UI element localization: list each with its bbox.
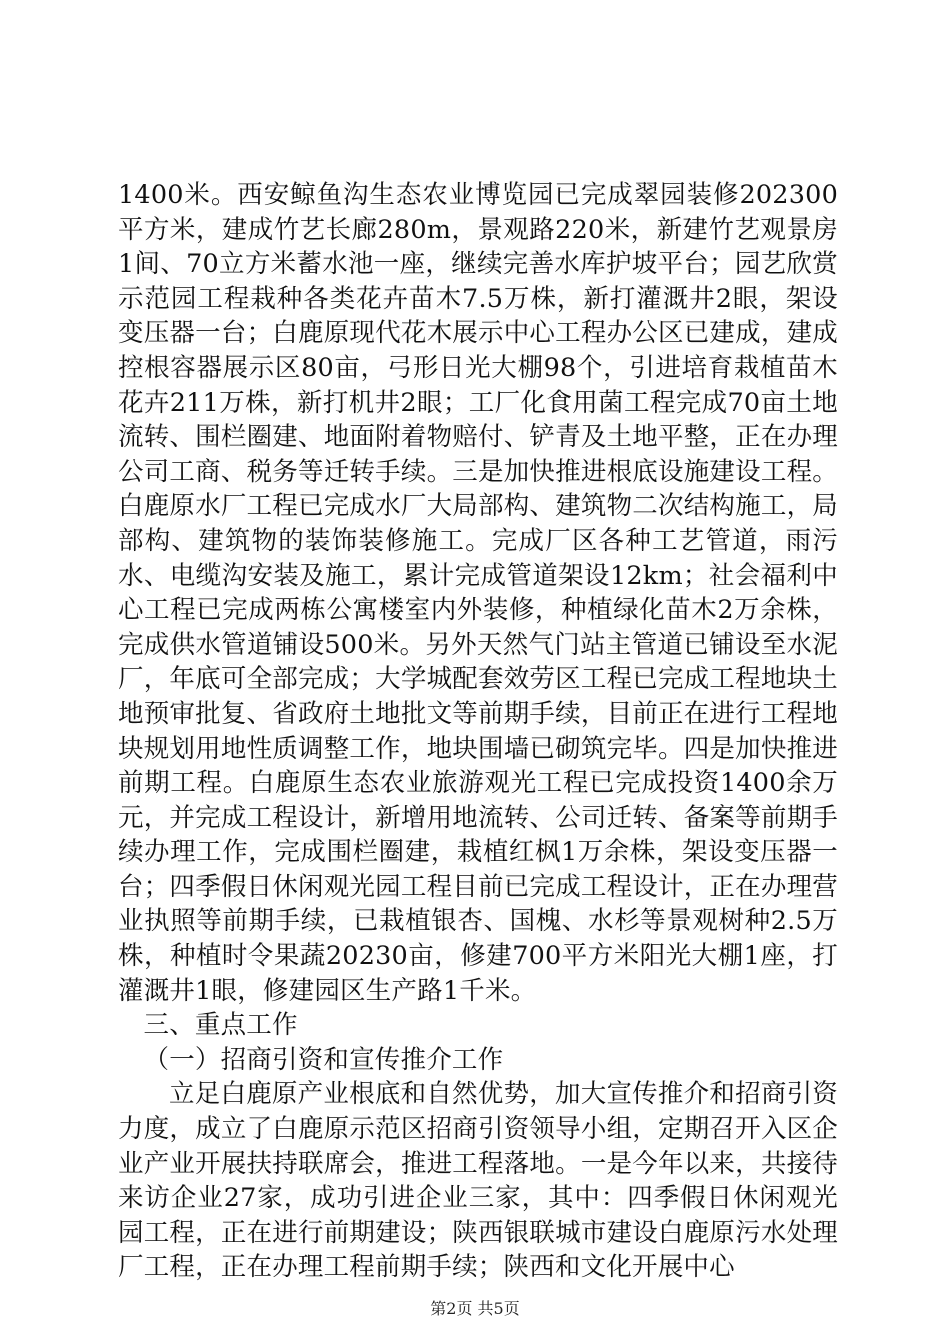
page-footer <box>0 1296 950 1319</box>
subsection-heading: （一）招商引资和宣传推介工作 <box>143 1044 504 1075</box>
body-paragraph: 立足白鹿原产业根底和自然优势，加大宣传推介和招商引资力度，成立了白鹿原示范区招商引资领导小组，定期召开入区企业产业开展扶持联席会，推进工程落地。一是今年以来，共接待来访企业27家，成功引进企业三家，其中：四季假日休闲观光园工程，正在进行前期建设；陕西银联城市建设白鹿原污水处理厂工程，正在办理工程前期手续；陕西和文化开展中心 <box>118 1079 838 1283</box>
section-heading: 三、重点工作 <box>143 1010 298 1041</box>
continuation-paragraph: 1400米。西安鲸鱼沟生态农业博览园已完成翠园装修202300平方米，建成竹艺长廊280m，景观路220米，新建竹艺观景房1间、70立方米蓄水池一座，继续完善水库护坡平台；园艺欣赏示范园工程栽种各类花卉苗木7.5万株，新打灌溉井2眼，架设变压器一台；白鹿原现代花木展示中心工程办公区已建成，建成控根容器展示区80亩，弓形日光大棚98个，引进培育栽植苗木花卉211万株，新打机井2眼；工厂化食用菌工程完成70亩土地流转、围栏圈建、地面附着物赔付、铲青及土地平整，正在办理公司工商、税务等迁转手续。三是加快推进根底设施建设工程。白鹿原水厂工程已完成水厂大局部构、建筑物二次结构施工，局部构、建筑物的装饰装修施工。完成厂区各种工艺管道，雨污水、电缆沟安装及施工，累计完成管道架设12km；社会福利中心工程已完成两栋公寓楼室内外装修，种植绿化苗木2万余株，完成供水管道铺设500米。另外天然气门站主管道已铺设至水泥厂，年底可全部完成；大学城配套效劳区工程已完成工程地块土地预审批复、省政府土地批文等前期手续，目前正在进行工程地块规划用地性质调整工作，地块围墙已砌筑完毕。四是加快推进前期工程。白鹿原生态农业旅游观光工程已完成投资1400余万元，并完成工程设计，新增用地流转、公司迁转、备案等前期手续办理工作，完成围栏圈建，栽植红枫1万余株，架设变压器一台；四季假日休闲观光园工程目前已完成工程设计，正在办理营业执照等前期手续，已栽植银杏、国槐、水杉等景观树种2.5万株，种植时令果蔬20230亩，修建700平方米阳光大棚1座，打灌溉井1眼，修建园区生产路1千米。 <box>118 180 838 1006</box>
document-body <box>118 178 838 1285</box>
page-number: 第2页 共5页 <box>430 1299 520 1318</box>
